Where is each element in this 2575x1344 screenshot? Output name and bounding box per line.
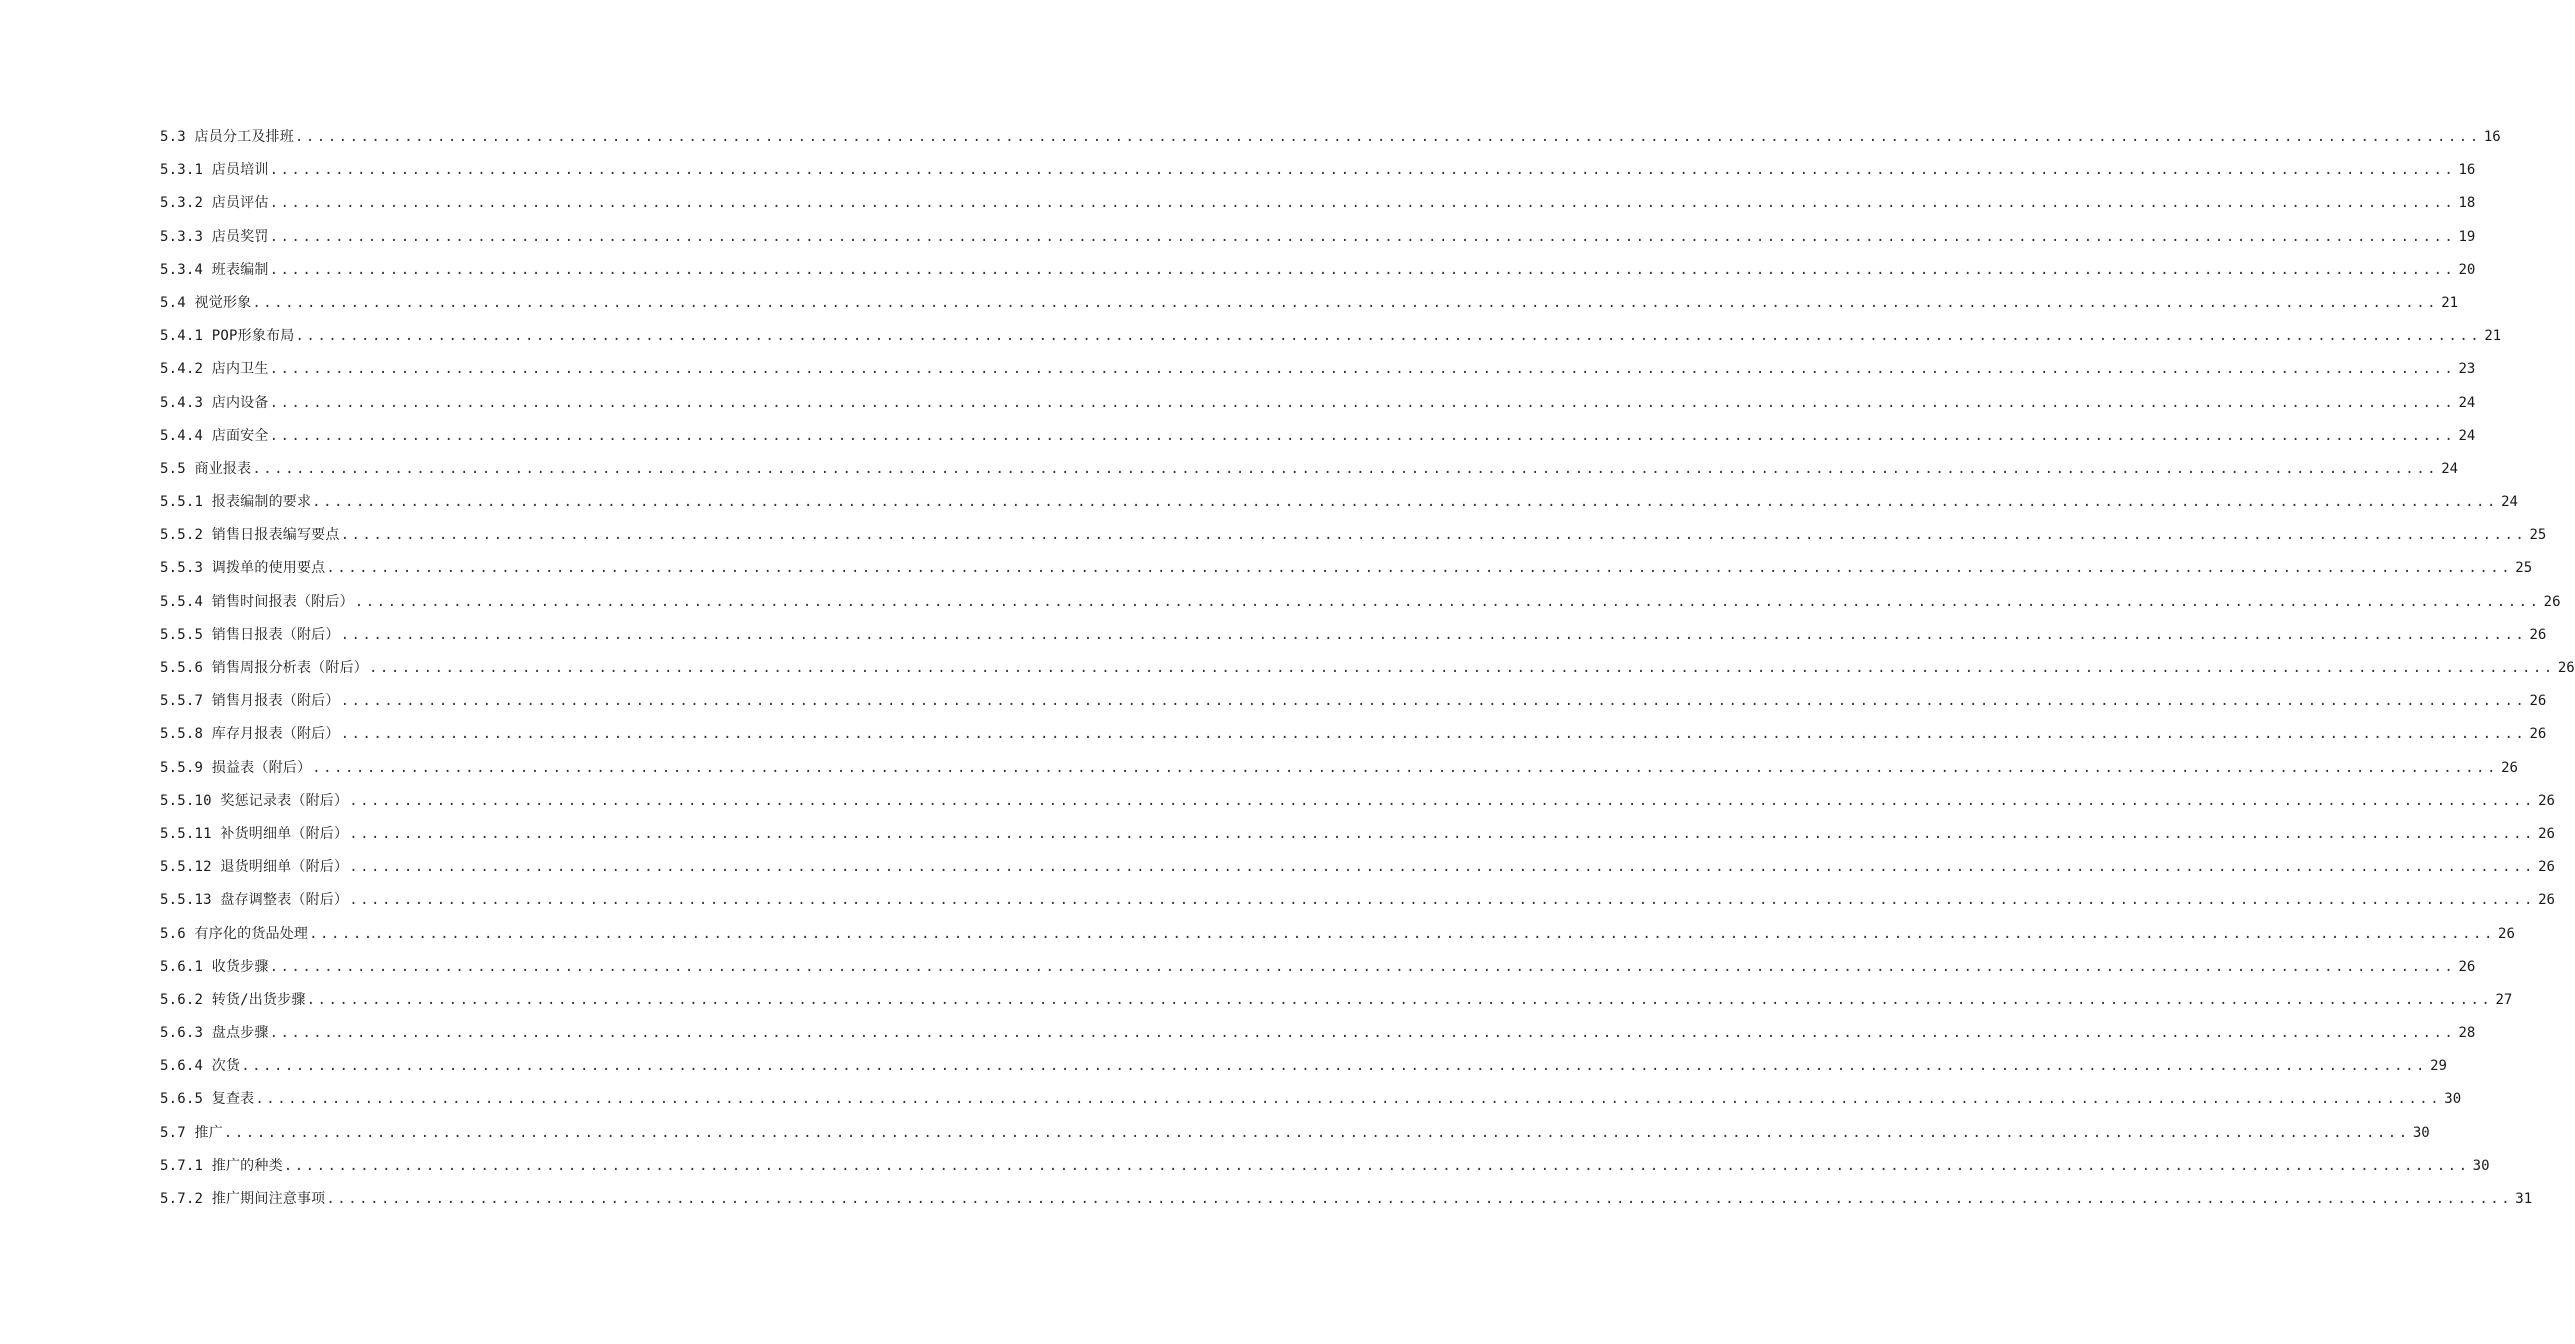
toc-entry-title: 5.5.2 销售日报表编写要点 <box>160 527 340 544</box>
toc-entry[interactable] <box>160 358 2476 391</box>
toc-entry[interactable] <box>160 491 2518 524</box>
toc-entry[interactable] <box>160 591 2561 624</box>
toc-entry-title: 5.5 商业报表 <box>160 460 252 477</box>
toc-entry[interactable] <box>160 757 2518 790</box>
toc-leader-dots: ........................................................................................................................................................................................................ <box>312 494 2498 511</box>
toc-leader-dots: ........................................................................................................................................................................................................ <box>295 328 2482 345</box>
toc-leader-dots: ........................................................................................................................................................................................................ <box>340 626 2527 643</box>
toc-leader-dots: ........................................................................................................................................................................................................ <box>326 560 2513 577</box>
toc-entry[interactable] <box>160 1088 2462 1121</box>
toc-entry-title: 5.3.3 店员奖罚 <box>160 228 269 245</box>
toc-entry-page-number: 26 <box>2538 892 2555 909</box>
toc-entry[interactable] <box>160 923 2515 956</box>
toc-entry-title: 5.5.1 报表编制的要求 <box>160 494 312 511</box>
toc-leader-dots: ........................................................................................................................................................................................................ <box>269 958 2456 975</box>
toc-entry-page-number: 26 <box>2538 825 2555 842</box>
toc-entry-page-number: 30 <box>2444 1091 2462 1108</box>
toc-entry-page-number: 26 <box>2529 626 2547 643</box>
toc-leader-dots: ........................................................................................................................................................................................................ <box>269 228 2456 245</box>
toc-leader-dots: ........................................................................................................................................................................................................ <box>283 1157 2470 1174</box>
toc-entry[interactable] <box>160 624 2547 657</box>
toc-entry-page-number: 18 <box>2458 195 2476 212</box>
toc-entry-page-number: 26 <box>2538 792 2555 809</box>
toc-entry[interactable] <box>160 425 2476 458</box>
toc-entry-page-number: 26 <box>2557 660 2575 676</box>
toc-entry-title: 5.5.3 调拨单的使用要点 <box>160 560 326 577</box>
toc-entry[interactable] <box>160 823 2555 856</box>
toc-entry-title: 5.4 视觉形象 <box>160 294 252 311</box>
toc-leader-dots: ........................................................................................................................................................................................................ <box>269 1025 2456 1042</box>
toc-entry-page-number: 26 <box>2458 958 2476 975</box>
toc-leader-dots: ........................................................................................................................................................................................................ <box>269 394 2456 411</box>
toc-leader-dots: ........................................................................................................................................................................................................ <box>326 1191 2513 1207</box>
toc-entry-page-number: 26 <box>2529 726 2547 743</box>
toc-entry[interactable] <box>160 989 2513 1022</box>
toc-leader-dots: ........................................................................................................................................................................................................ <box>241 1058 2427 1075</box>
toc-entry-title: 5.3.4 班表编制 <box>160 261 269 278</box>
toc-entry-page-number: 26 <box>2543 593 2561 610</box>
toc-leader-dots: ........................................................................................................................................................................................................ <box>223 1124 2410 1141</box>
toc-entry[interactable] <box>160 392 2476 425</box>
toc-leader-dots: ........................................................................................................................................................................................................ <box>269 162 2456 179</box>
toc-entry-title: 5.5.12 退货明细单（附后） <box>160 859 349 876</box>
toc-entry[interactable] <box>160 1122 2430 1155</box>
toc-entry-page-number: 26 <box>2529 693 2547 710</box>
toc-leader-dots: ........................................................................................................................................................................................................ <box>294 129 2481 145</box>
toc-entry-title: 5.5.11 补货明细单（附后） <box>160 825 349 842</box>
toc-entry-title: 5.7 推广 <box>160 1124 223 1141</box>
toc-entry-page-number: 28 <box>2458 1025 2476 1042</box>
toc-entry[interactable] <box>160 1022 2476 1055</box>
toc-entry-title: 5.4.4 店面安全 <box>160 427 269 444</box>
toc-entry-title: 5.5.6 销售周报分析表（附后） <box>160 660 368 676</box>
toc-entry[interactable] <box>160 292 2459 325</box>
table-of-contents <box>160 126 2575 1221</box>
toc-entry-title: 5.7.1 推广的种类 <box>160 1157 283 1174</box>
toc-entry[interactable] <box>160 1155 2490 1188</box>
toc-entry-page-number: 21 <box>2484 328 2502 345</box>
toc-entry-title: 5.5.5 销售日报表（附后） <box>160 626 340 643</box>
toc-entry-title: 5.3 店员分工及排班 <box>160 129 294 145</box>
toc-entry[interactable] <box>160 889 2555 922</box>
toc-leader-dots: ........................................................................................................................................................................................................ <box>269 427 2456 444</box>
toc-leader-dots: ........................................................................................................................................................................................................ <box>255 1091 2442 1108</box>
toc-leader-dots: ........................................................................................................................................................................................................ <box>269 361 2456 378</box>
toc-entry-title: 5.6.5 复查表 <box>160 1091 255 1108</box>
toc-entry-page-number: 27 <box>2495 991 2513 1008</box>
toc-leader-dots: ........................................................................................................................................................................................................ <box>269 261 2456 278</box>
toc-entry-page-number: 26 <box>2498 925 2515 942</box>
toc-entry[interactable] <box>160 524 2547 557</box>
toc-entry-title: 5.3.2 店员评估 <box>160 195 269 212</box>
toc-entry-page-number: 31 <box>2515 1191 2533 1207</box>
toc-leader-dots: ........................................................................................................................................................................................................ <box>349 792 2535 809</box>
toc-entry[interactable] <box>160 856 2555 889</box>
toc-leader-dots: ........................................................................................................................................................................................................ <box>340 693 2527 710</box>
toc-entry-title: 5.5.10 奖惩记录表（附后） <box>160 792 349 809</box>
toc-entry-title: 5.5.8 库存月报表（附后） <box>160 726 340 743</box>
toc-entry[interactable] <box>160 690 2547 723</box>
toc-entry-title: 5.6 有序化的货品处理 <box>160 925 309 942</box>
toc-entry-page-number: 21 <box>2441 294 2459 311</box>
toc-leader-dots: ........................................................................................................................................................................................................ <box>368 660 2555 676</box>
toc-entry-page-number: 25 <box>2515 560 2533 577</box>
toc-entry-page-number: 24 <box>2458 394 2476 411</box>
toc-entry-page-number: 30 <box>2412 1124 2430 1141</box>
toc-entry-title: 5.6.2 转货/出货步骤 <box>160 991 306 1008</box>
toc-leader-dots: ........................................................................................................................................................................................................ <box>306 991 2493 1008</box>
toc-entry[interactable] <box>160 790 2555 823</box>
toc-entry-title: 5.6.4 次货 <box>160 1058 241 1075</box>
toc-entry-title: 5.4.2 店内卫生 <box>160 361 269 378</box>
toc-entry-page-number: 23 <box>2458 361 2476 378</box>
toc-entry[interactable] <box>160 325 2502 358</box>
toc-entry-page-number: 20 <box>2458 261 2476 278</box>
toc-entry-page-number: 19 <box>2458 228 2476 245</box>
toc-entry[interactable] <box>160 1055 2447 1088</box>
toc-entry-page-number: 26 <box>2501 759 2518 776</box>
toc-leader-dots: ........................................................................................................................................................................................................ <box>349 859 2535 876</box>
toc-entry[interactable] <box>160 458 2459 491</box>
toc-entry[interactable] <box>160 657 2575 690</box>
toc-leader-dots: ........................................................................................................................................................................................................ <box>252 460 2439 477</box>
toc-entry[interactable] <box>160 226 2476 259</box>
toc-entry-title: 5.6.1 收货步骤 <box>160 958 269 975</box>
toc-entry[interactable] <box>160 192 2476 225</box>
toc-leader-dots: ........................................................................................................................................................................................................ <box>349 892 2535 909</box>
toc-leader-dots: ........................................................................................................................................................................................................ <box>309 925 2495 942</box>
toc-leader-dots: ........................................................................................................................................................................................................ <box>252 294 2439 311</box>
toc-leader-dots: ........................................................................................................................................................................................................ <box>312 759 2498 776</box>
toc-entry-page-number: 24 <box>2458 427 2476 444</box>
toc-leader-dots: ........................................................................................................................................................................................................ <box>269 195 2456 212</box>
toc-entry-page-number: 26 <box>2538 859 2555 876</box>
toc-entry-title: 5.3.1 店员培训 <box>160 162 269 179</box>
toc-entry-page-number: 24 <box>2441 460 2459 477</box>
toc-entry-page-number: 16 <box>2458 162 2476 179</box>
toc-entry[interactable] <box>160 557 2533 590</box>
toc-entry-page-number: 30 <box>2472 1157 2490 1174</box>
toc-entry-title: 5.5.7 销售月报表（附后） <box>160 693 340 710</box>
toc-entry-title: 5.7.2 推广期间注意事项 <box>160 1191 326 1207</box>
toc-entry[interactable] <box>160 956 2476 989</box>
toc-entry-page-number: 24 <box>2501 494 2518 511</box>
toc-entry-page-number: 16 <box>2483 129 2501 145</box>
toc-entry-title: 5.5.9 损益表（附后） <box>160 759 312 776</box>
toc-entry-page-number: 25 <box>2529 527 2547 544</box>
toc-entry-page-number: 29 <box>2430 1058 2447 1075</box>
toc-leader-dots: ........................................................................................................................................................................................................ <box>354 593 2541 610</box>
toc-entry[interactable] <box>160 159 2476 192</box>
toc-entry[interactable] <box>160 1188 2533 1221</box>
toc-leader-dots: ........................................................................................................................................................................................................ <box>349 825 2535 842</box>
toc-entry[interactable] <box>160 723 2547 756</box>
toc-entry-title: 5.4.1 POP形象布局 <box>160 328 295 345</box>
toc-leader-dots: ........................................................................................................................................................................................................ <box>340 726 2527 743</box>
toc-entry-title: 5.5.13 盘存调整表（附后） <box>160 892 349 909</box>
toc-leader-dots: ........................................................................................................................................................................................................ <box>340 527 2527 544</box>
toc-entry[interactable] <box>160 259 2476 292</box>
toc-entry-title: 5.6.3 盘点步骤 <box>160 1025 269 1042</box>
toc-entry-title: 5.5.4 销售时间报表（附后） <box>160 593 354 610</box>
toc-entry[interactable] <box>160 126 2501 159</box>
toc-entry-title: 5.4.3 店内设备 <box>160 394 269 411</box>
